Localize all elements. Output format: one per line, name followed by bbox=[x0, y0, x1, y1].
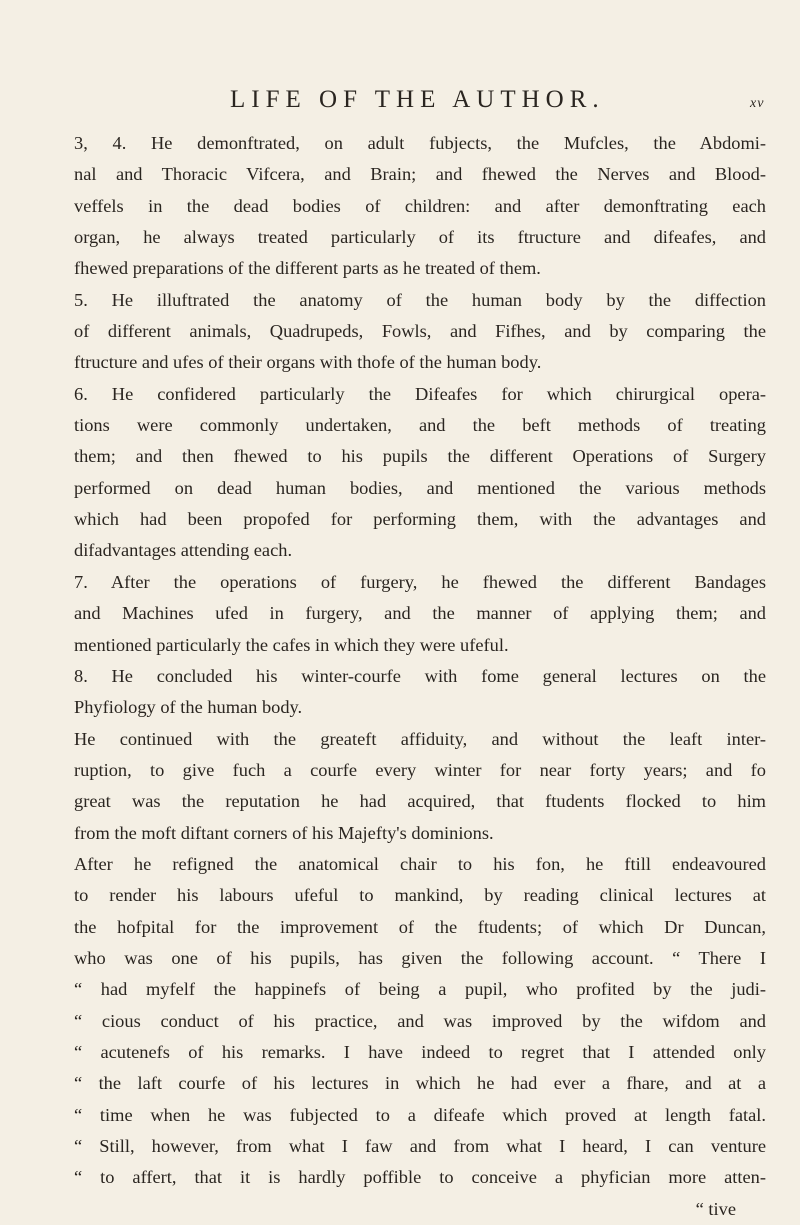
text-line: After he refigned the anatomical chair to his fon, he ftill endeavoured bbox=[74, 853, 766, 874]
text-line: from the moft diftant corners of his Majefty's dominions. bbox=[74, 822, 494, 843]
text-line: “ had myfelf the happinefs of being a pupil, who profited by the judi- bbox=[74, 979, 766, 1000]
text-line: “ Still, however, from what I faw and from what I heard, I can venture bbox=[74, 1136, 766, 1156]
text-line: fhewed preparations of the different parts as he treated of them. bbox=[74, 258, 541, 279]
body-text bbox=[74, 128, 766, 1225]
running-head: LIFE OF THE AUTHOR. bbox=[230, 86, 605, 113]
text-line: “ time when he was fubjected to a difeafe which proved at length fatal. bbox=[74, 1104, 766, 1125]
text-line: He continued with the greateft affiduity, and without the leaft inter- bbox=[74, 728, 766, 749]
text-line: veffels in the dead bodies of children: and after demonftrating each bbox=[74, 195, 766, 216]
text-line: “ the laft courfe of his lectures in which he had ever a fhare, and at a bbox=[74, 1073, 766, 1094]
text-line: 6. He confidered particularly the Difeafes for which chirurgical opera- bbox=[74, 383, 766, 404]
text-line: “ acutenefs of his remarks. I have indeed to regret that I attended only bbox=[74, 1041, 766, 1062]
text-line: 8. He concluded his winter-courfe with fome general lectures on the bbox=[74, 665, 766, 686]
text-line: who was one of his pupils, has given the following account. “ There I bbox=[74, 947, 766, 968]
page-number: xv bbox=[750, 96, 765, 111]
text-line: the hofpital for the improvement of the ftudents; of which Dr Duncan, bbox=[74, 916, 766, 937]
text-line: which had been propofed for performing them, with the advantages and bbox=[74, 509, 766, 530]
text-line: difadvantages attending each. bbox=[74, 540, 293, 561]
text-line: of different animals, Quadrupeds, Fowls, and Fifhes, and by comparing the bbox=[74, 321, 766, 342]
text-line: mentioned particularly the cafes in which they were ufeful. bbox=[74, 634, 509, 655]
text-line: them; and then fhewed to his pupils the different Operations of Surgery bbox=[74, 446, 766, 467]
text-line: ftructure and ufes of their organs with thofe of the human body. bbox=[74, 352, 542, 373]
text-line: 3, 4. He demonftrated, on adult fubjects, the Mufcles, the Abdomi- bbox=[74, 133, 766, 153]
text-line: “ to affert, that it is hardly poffible to conceive a phyfician more atten- bbox=[74, 1167, 766, 1188]
text-line: Phyfiology of the human body. bbox=[74, 697, 303, 718]
text-line: nal and Thoracic Vifcera, and Brain; and fhewed the Nerves and Blood- bbox=[74, 164, 766, 185]
text-line: tions were commonly undertaken, and the beft methods of treating bbox=[74, 415, 766, 436]
text-line: “ cious conduct of his practice, and was improved by the wifdom and bbox=[74, 1010, 766, 1031]
text-line: ruption, to give fuch a courfe every winter for near forty years; and fo bbox=[74, 759, 766, 780]
text-line: performed on dead human bodies, and mentioned the various methods bbox=[74, 477, 766, 498]
text-line: great was the reputation he had acquired, that ftudents flocked to him bbox=[74, 791, 766, 812]
text-line: 5. He illuftrated the anatomy of the human body by the diffection bbox=[74, 289, 766, 310]
text-line: and Machines ufed in furgery, and the manner of applying them; and bbox=[74, 603, 766, 624]
catchword: “ tive bbox=[695, 1198, 736, 1219]
text-line: to render his labours ufeful to mankind, by reading clinical lectures at bbox=[74, 885, 766, 906]
text-line: 7. After the operations of furgery, he fhewed the different Bandages bbox=[74, 571, 766, 592]
text-line: organ, he always treated particularly of its ftructure and difeafes, and bbox=[74, 227, 766, 248]
